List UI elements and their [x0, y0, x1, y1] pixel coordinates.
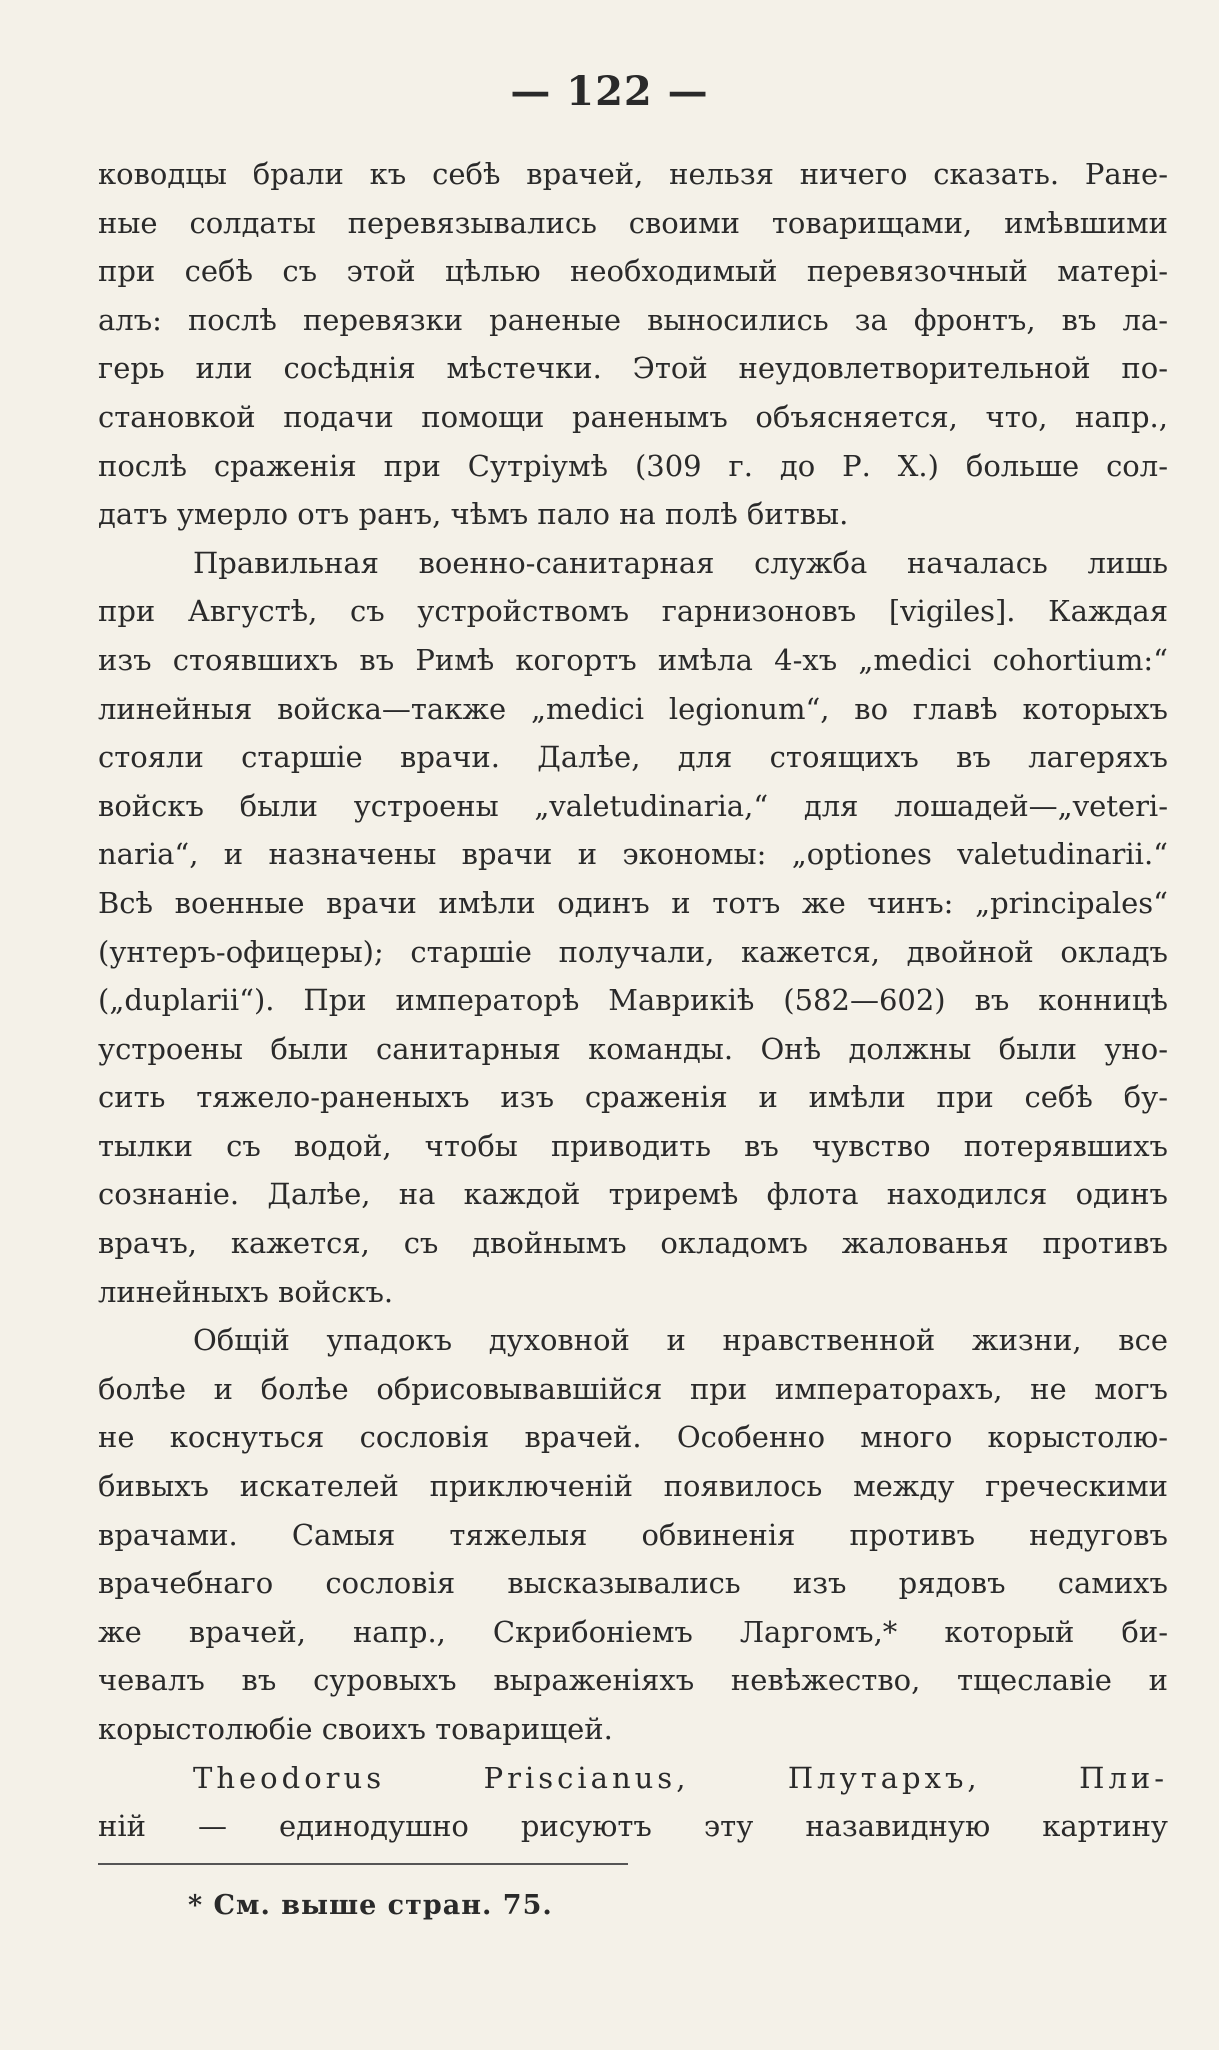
text-line: войскъ были устроены „valetudinaria,“ для лошадей—„veteri-: [98, 788, 1168, 823]
footnote-divider: [98, 1863, 628, 1865]
text-line: („duplarii“). При императорѣ Маврикіѣ (582—602) въ конницѣ: [98, 983, 1168, 1018]
page-number: — 122 —: [510, 68, 709, 115]
text-line: стояли старшіе врачи. Далѣе, для стоящихъ въ лагеряхъ: [98, 740, 1168, 775]
paragraph-start-line: Общій упадокъ духовной и нравственной жизни, все: [193, 1323, 1168, 1358]
text-line: герь или сосѣднія мѣстечки. Этой неудовлетворительной по-: [98, 351, 1168, 386]
text-line: (унтеръ-офицеры); старшіе получали, кажется, двойной окладъ: [98, 934, 1168, 969]
text-line: не коснуться сословія врачей. Особенно много корыстолю-: [98, 1420, 1168, 1455]
body-text: [98, 150, 1168, 1851]
text-line: линейныхъ войскъ.: [98, 1274, 394, 1309]
text-line: ководцы брали къ себѣ врачей, нельзя ничего сказать. Ране-: [98, 157, 1168, 191]
text-line: naria“, и назначены врачи и экономы: „optiones valetudinarii.“: [98, 837, 1168, 872]
text-line: изъ стоявшихъ въ Римѣ когортъ имѣла 4-хъ „medici cohortium:“: [98, 642, 1168, 677]
text-line: врачъ, кажется, съ двойнымъ окладомъ жалованья противъ: [98, 1226, 1168, 1261]
paragraph-start-line: Theodorus Priscianus, Плутархъ, Пли-: [193, 1760, 1168, 1795]
text-line: сить тяжело-раненыхъ изъ сраженія и имѣли при себѣ бу-: [98, 1080, 1168, 1115]
text-line: линейныя войска—также „medici legionum“, во главѣ которыхъ: [98, 691, 1168, 726]
text-line: врачами. Самыя тяжелыя обвиненія противъ недуговъ: [98, 1517, 1168, 1552]
text-line: корыстолюбіе своихъ товарищей.: [98, 1712, 613, 1746]
text-line: устроены были санитарныя команды. Онѣ должны были уно-: [98, 1031, 1168, 1066]
text-line: при Августѣ, съ устройствомъ гарнизоновъ [vigiles]. Каждая: [98, 594, 1168, 629]
text-line: бивыхъ искателей приключеній появилось между греческими: [98, 1469, 1168, 1504]
text-line: врачебнаго сословія высказывались изъ рядовъ самихъ: [98, 1566, 1168, 1601]
text-line: чевалъ въ суровыхъ выраженіяхъ невѣжество, тщеславіе и: [98, 1663, 1168, 1698]
text-line: болѣе и болѣе обрисовывавшійся при императорахъ, не могъ: [98, 1371, 1168, 1406]
text-line: ній — единодушно рисуютъ эту назавидную картину: [98, 1809, 1168, 1844]
text-line: ные солдаты перевязывались своими товарищами, имѣвшими: [98, 205, 1168, 240]
text-line: тылки съ водой, чтобы приводить въ чувство потерявшихъ: [98, 1128, 1168, 1163]
footnote: * См. выше стран. 75.: [188, 1890, 553, 1921]
text-line: послѣ сраженія при Сутріумѣ (309 г. до Р. Х.) больше сол-: [98, 448, 1168, 483]
text-line: при себѣ съ этой цѣлью необходимый перевязочный матері-: [98, 254, 1168, 289]
text-line: сознаніе. Далѣе, на каждой триремѣ флота находился одинъ: [98, 1177, 1168, 1212]
text-line: алъ: послѣ перевязки раненые выносились за фронтъ, въ ла-: [98, 302, 1168, 337]
paragraph-start-line: Правильная военно-санитарная служба началась лишь: [193, 545, 1168, 580]
text-line: Всѣ военные врачи имѣли одинъ и тотъ же чинъ: „principales“: [98, 885, 1168, 920]
text-line: становкой подачи помощи раненымъ объясняется, что, напр.,: [98, 399, 1168, 434]
text-line: же врачей, напр., Скрибоніемъ Ларгомъ,* который би-: [98, 1614, 1168, 1649]
text-line: датъ умерло отъ ранъ, чѣмъ пало на полѣ битвы.: [98, 497, 849, 532]
